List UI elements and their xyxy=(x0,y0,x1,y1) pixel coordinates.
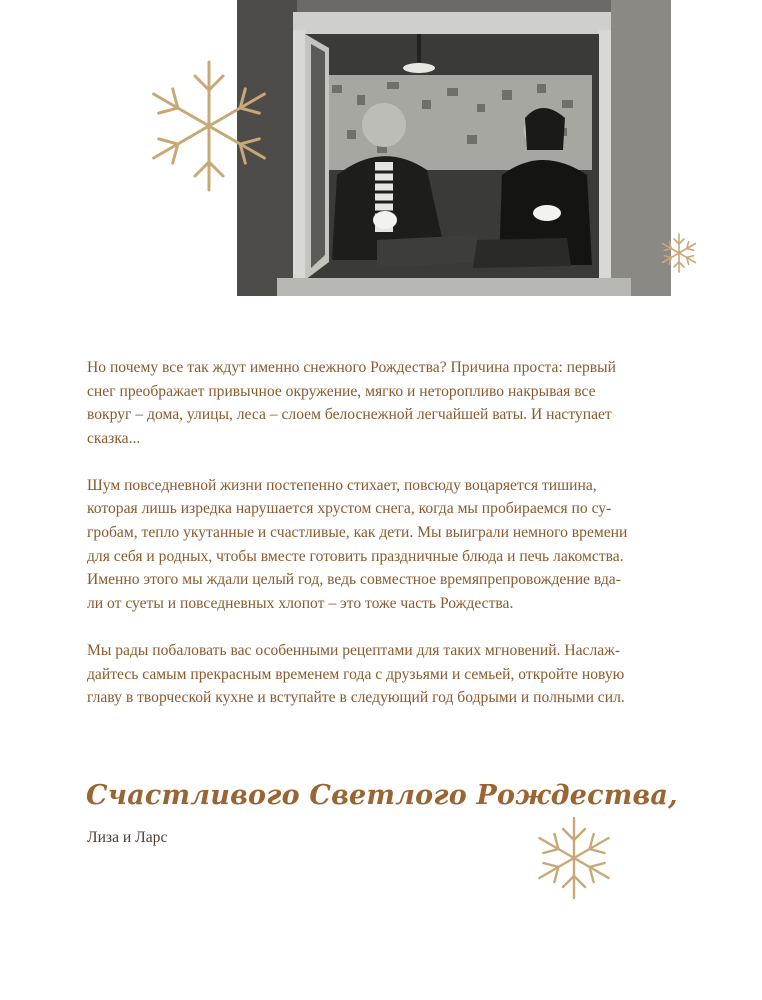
greeting-heading: Счастливого Светлого Рождества, xyxy=(86,780,678,811)
text-line: Мы рады побаловать вас особенными рецептами для таких мгновений. Наслаж- xyxy=(87,641,621,659)
text-line: гробам, тепло укутанные и счастливые, как дети. Мы выиграли немного времени xyxy=(87,524,628,542)
body-text xyxy=(87,356,687,733)
text-line: ли от суеты и повседневных хлопот – это тоже часть Рождества. xyxy=(87,594,514,612)
signature: Лиза и Ларс xyxy=(87,829,168,846)
paragraph xyxy=(87,356,687,450)
paragraph xyxy=(87,639,687,710)
text-line: снег преображает привычное окружение, мягко и неторопливо накрывая все xyxy=(87,382,596,400)
text-line: Именно этого мы ждали целый год, ведь совместное времяпрепровождение вда- xyxy=(87,571,621,589)
snowflake-icon xyxy=(147,58,271,194)
text-line: Но почему все так ждут именно снежного Рождества? Причина проста: первый xyxy=(87,359,616,376)
couple-photo xyxy=(237,0,671,296)
text-line: вокруг – дома, улицы, леса – слоем белоснежной легчайшей ваты. И наступает xyxy=(87,406,612,424)
text-line: сказка... xyxy=(87,429,141,447)
snowflake-icon xyxy=(533,815,615,901)
snowflake-icon xyxy=(658,232,700,274)
text-line: которая лишь изредка нарушается хрустом снега, когда мы пробираемся по су- xyxy=(87,500,612,518)
text-line: для себя и родных, чтобы вместе готовить праздничные блюда и печь лакомства. xyxy=(87,547,624,565)
text-line: Шум повседневной жизни постепенно стихает, повсюду воцаряется тишина, xyxy=(87,476,597,494)
text-line: главу в творческой кухне и вступайте в следующий год бодрыми и полными сил. xyxy=(87,689,625,707)
text-line: дайтесь самым прекрасным временем года с друзьями и семьей, откройте новую xyxy=(87,665,625,683)
paragraph xyxy=(87,474,687,616)
